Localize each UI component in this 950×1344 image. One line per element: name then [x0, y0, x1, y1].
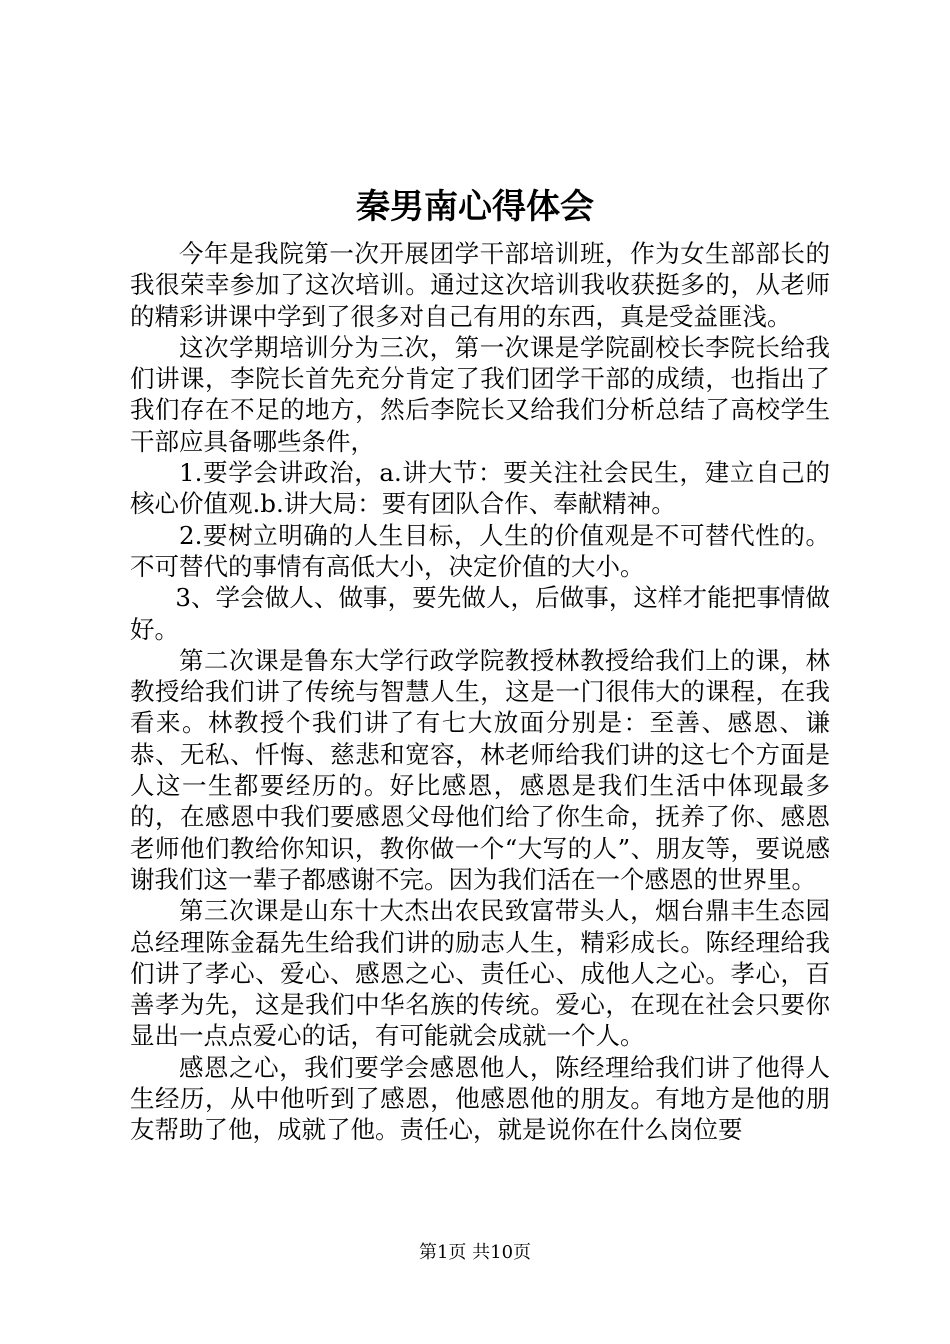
document-title: 秦男南心得体会 — [356, 187, 594, 227]
paragraph-second-lesson: 第二次课是鲁东大学行政学院教授林教授给我们上的课，林教授给我们讲了传统与智慧人生，这是一门很伟大的课程，在我看来。林教授个我们讲了有七大放面分别是：至善、感恩、谦恭、无私、忏悔、慈悲和宽容，林老师给我们讲的这七个方面是人这一生都要经历的。好比感恩，感恩是我们生活中体现最多的，在感恩中我们要感恩父母他们给了你生命，抚养了你、感恩老师他们教给你知识，教你做一个“大写的人”、朋友等，要说感谢我们这一辈子都感谢不完。因为我们活在一个感恩的世界里。 — [130, 645, 830, 894]
paragraph-point-2: 2.要树立明确的人生目标，人生的价值观是不可替代性的。不可替代的事情有高低大小，决定价值的大小。 — [130, 520, 830, 581]
paragraph-first-lesson: 这次学期培训分为三次，第一次课是学院副校长李院长给我们讲课，李院长首先充分肯定了我们团学干部的成绩，也指出了我们存在不足的地方，然后李院长又给我们分析总结了高校学生干部应具备哪些条件， — [130, 332, 830, 456]
paragraph-third-lesson: 第三次课是山东十大杰出农民致富带头人，烟台鼎丰生态园总经理陈金磊先生给我们讲的励志人生，精彩成长。陈经理给我们讲了孝心、爱心、感恩之心、责任心、成他人之心。孝心，百善孝为先，这是我们中华名族的传统。爱心，在现在社会只要你显出一点点爱心的话，有可能就会成就一个人。 — [130, 896, 830, 1051]
paragraph-gratitude: 感恩之心，我们要学会感恩他人，陈经理给我们讲了他得人生经历，从中他听到了感恩，他感恩他的朋友。有地方是他的朋友帮助了他，成就了他。责任心，就是说你在什么岗位要 — [130, 1052, 830, 1145]
paragraph-intro: 今年是我院第一次开展团学干部培训班，作为女生部部长的我很荣幸参加了这次培训。通过这次培训我收获挺多的，从老师的精彩讲课中学到了很多对自己有用的东西，真是受益匪浅。 — [130, 239, 830, 331]
paragraph-point-3: 3、学会做人、做事，要先做人，后做事，这样才能把事情做好。 — [130, 583, 830, 644]
document-body — [130, 238, 830, 1146]
paragraph-point-1: 1.要学会讲政治，a.讲大节：要关注社会民生，建立自己的核心价值观.b.讲大局：要有团队合作、奉献精神。 — [130, 458, 830, 519]
page-number-footer: 第1页 共10页 — [418, 1242, 532, 1263]
